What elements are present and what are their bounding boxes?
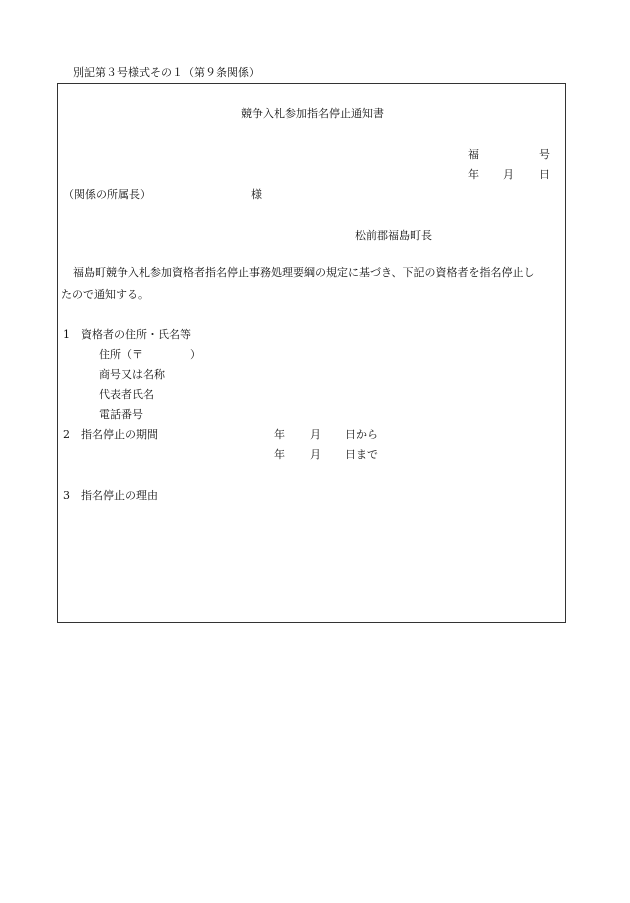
issuer: 松前郡福島町長 [355, 229, 432, 242]
item2-number: 2 [63, 428, 70, 441]
item3-number: 3 [63, 489, 70, 502]
doc-number-prefix: 福 [468, 148, 479, 161]
trade-name-label: 商号又は名称 [99, 368, 165, 381]
representative-label: 代表者氏名 [99, 388, 154, 401]
form-frame [57, 83, 566, 623]
address-label: 住所（〒 [99, 348, 143, 361]
period-to-day: 日まで [345, 448, 378, 461]
body-line-2: たので通知する。 [61, 288, 149, 301]
date-year: 年 [468, 168, 479, 181]
address-close: ） [190, 348, 201, 361]
date-day: 日 [539, 168, 550, 181]
period-to-month: 月 [310, 448, 321, 461]
body-line-1: 福島町競争入札参加資格者指名停止事務処理要綱の規定に基づき、下記の資格者を指名停止し [73, 266, 535, 279]
date-month: 月 [503, 168, 514, 181]
form-id: 別記第３号様式その１（第９条関係） [73, 66, 260, 79]
document-title: 競争入札参加指名停止通知書 [241, 107, 384, 120]
item1-label: 資格者の住所・氏名等 [81, 328, 191, 341]
phone-label: 電話番号 [99, 408, 143, 421]
item3-label: 指名停止の理由 [81, 489, 158, 502]
period-from-day: 日から [345, 428, 378, 441]
period-from-month: 月 [310, 428, 321, 441]
doc-number-suffix: 号 [539, 148, 550, 161]
item1-number: 1 [63, 328, 70, 341]
item2-label: 指名停止の期間 [81, 428, 158, 441]
addressee-honorific: 様 [251, 188, 262, 201]
period-to-year: 年 [274, 448, 285, 461]
addressee-label: （関係の所属長） [63, 188, 151, 201]
period-from-year: 年 [274, 428, 285, 441]
